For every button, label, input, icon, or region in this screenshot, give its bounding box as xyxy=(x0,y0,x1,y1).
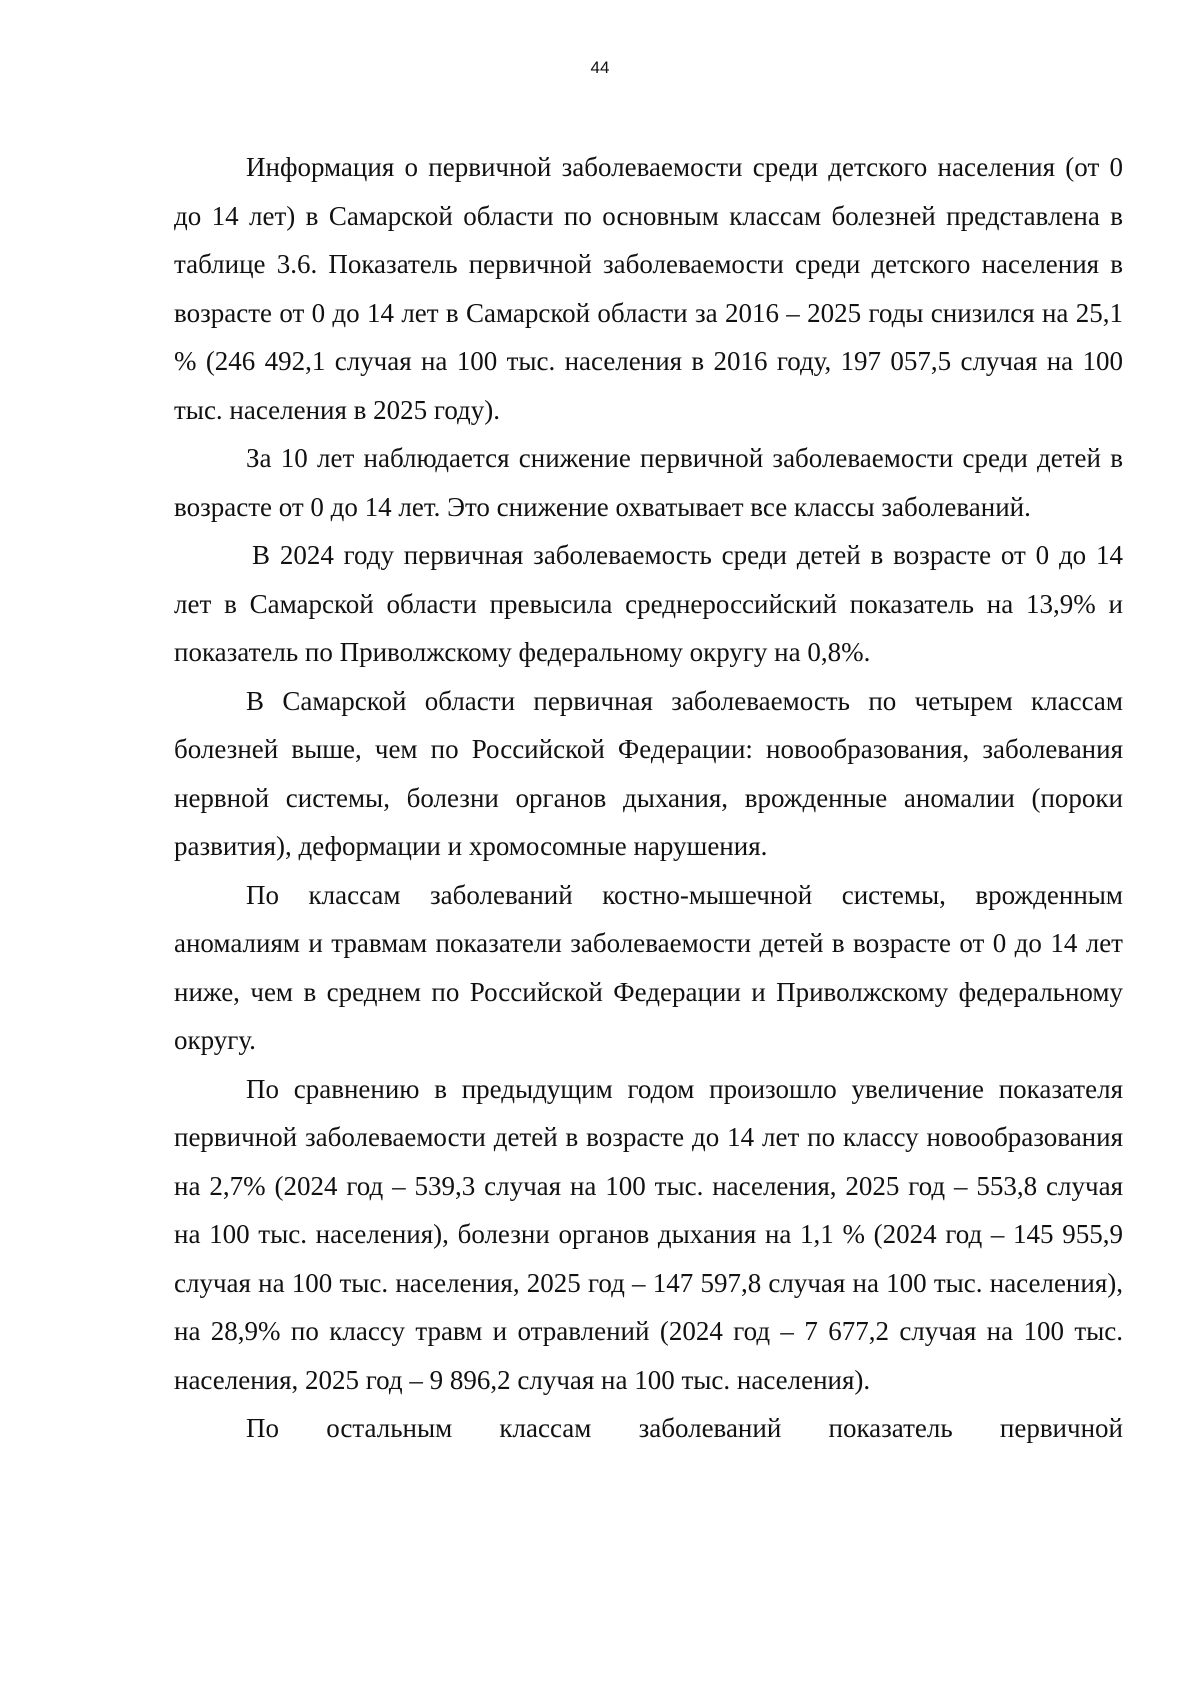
paragraph-ten-year-decline: За 10 лет наблюдается снижение первичной заболеваемости среди детей в возрасте от 0 до 14 лет. Это снижение охватывает все классы заболеваний. xyxy=(174,443,1123,522)
paragraph-2024-comparison: В 2024 году первичная заболеваемость среди детей в возрасте от 0 до 14 лет в Самарской области превысила среднероссийский показатель на 13,9% и показатель по Приволжскому федеральному округу на 0,8%. xyxy=(174,540,1123,667)
paragraph-remaining-classes: По остальным классам заболеваний показатель первичной xyxy=(246,1413,1123,1443)
page-number: 44 xyxy=(590,58,610,77)
paragraph-higher-classes: В Самарской области первичная заболеваемость по четырем классам болезней выше, чем по Российской Федерации: новообразования, заболевания нервной системы, болезни органов дыхания, врожденные аномалии (пороки развития), деформации и хромосомные нарушения. xyxy=(174,685,1123,861)
paragraph-primary-morbidity-overview: Информация о первичной заболеваемости среди детского населения (от 0 до 14 лет) в Самарской области по основным классам болезней представлена в таблице 3.6. Показатель первичной заболеваемости среди детского населения в возрасте от 0 до 14 лет в Самарской области за 2016 – 2025 годы снизился на 25,1 % (246 492,1 случая на 100 тыс. населения в 2016 году, 197 057,5 случая на 100 тыс. населения в 2025 году). xyxy=(174,152,1123,425)
paragraph-increase-by-class: По сравнению в предыдущим годом произошло увеличение показателя первичной заболеваемости детей в возрасте до 14 лет по классу новообразования на 2,7% (2024 год – 539,3 случая на 100 тыс. населения, 2025 год – 553,8 случая на 100 тыс. населения), болезни органов дыхания на 1,1 % (2024 год – 145 955,9 случая на 100 тыс. населения, 2025 год – 147 597,8 случая на 100 тыс. населения), на 28,9% по классу травм и отравлений (2024 год – 7 677,2 случая на 100 тыс. населения, 2025 год – 9 896,2 случая на 100 тыс. населения). xyxy=(174,1073,1123,1395)
paragraph-lower-classes: По классам заболеваний костно-мышечной системы, врожденным аномалиям и травмам показатели заболеваемости детей в возрасте от 0 до 14 лет ниже, чем в среднем по Российской Федерации и Приволжскому федеральному округу. xyxy=(174,879,1123,1055)
document-body xyxy=(174,143,1123,1453)
